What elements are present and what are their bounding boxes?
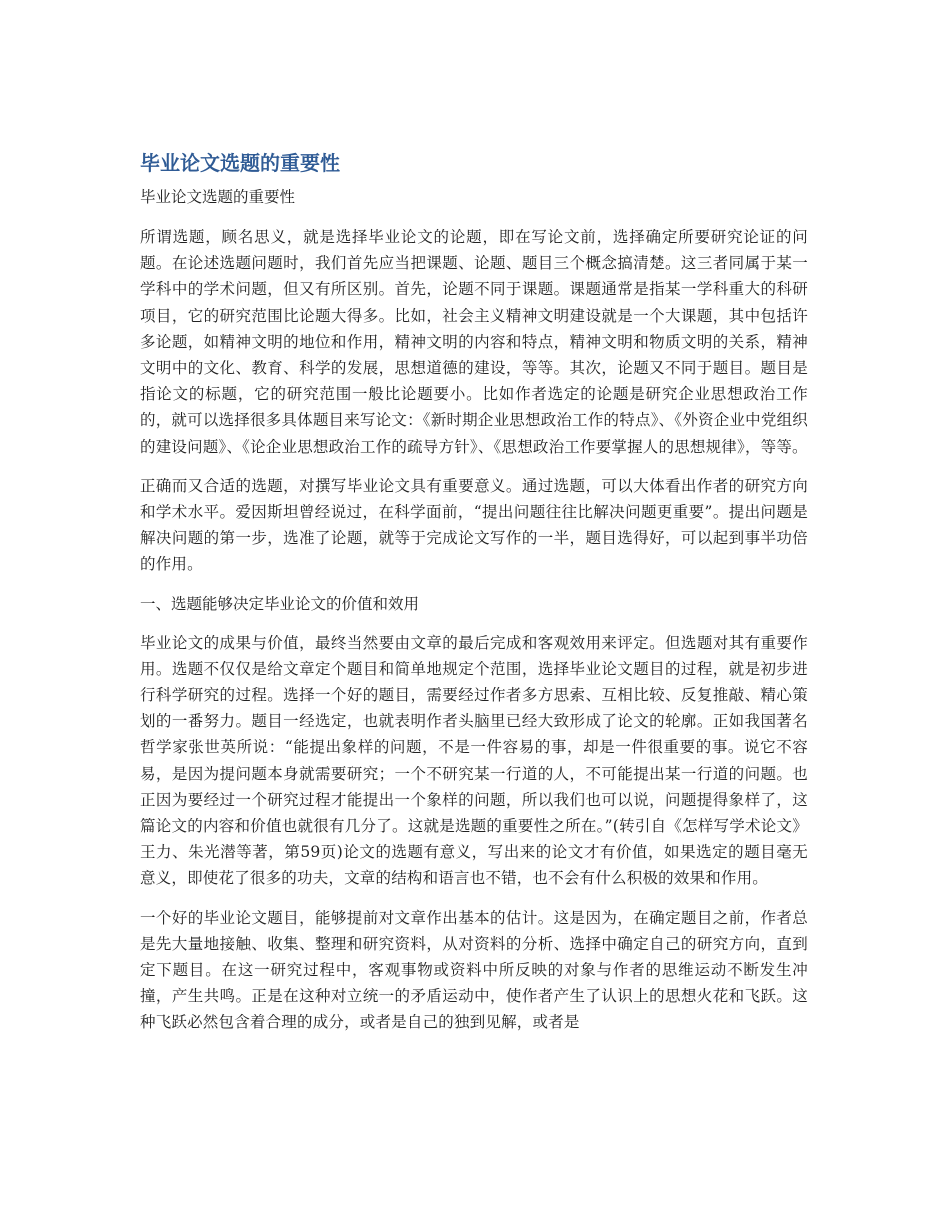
document-subtitle: 毕业论文选题的重要性 bbox=[140, 188, 296, 206]
paragraph-value: 毕业论文的成果与价值，最终当然要由文章的最后完成和客观效用来评定。但选题对其有重要作用。选题不仅仅是给文章定个题目和简单地规定个范围，选择毕业论文题目的过程，就是初步进行科学研究的过程。选择一个好的题目，需要经过作者多方思索、互相比较、反复推敲、精心策划的一番努力。题目一经选定，也就表明作者头脑里已经大致形成了论文的轮廓。正如我国著名哲学家张世英所说：“能提出象样的问题，不是一件容易的事，却是一件很重要的事。说它不容易，是因为提问题本身就需要研究；一个不研究某一行道的人，不可能提出某一行道的问题。也正因为要经过一个研究过程才能提出一个象样的问题，所以我们也可以说，问题提得象样了，这篇论文的内容和价值也就很有几分了。这就是选题的重要性之所在。”(转引自《怎样写学术论文》王力、朱光潜等著，第59页)论文的选题有意义，写出来的论文才有价值，如果选定的题目毫无意义，即使花了很多的功夫，文章的结构和语言也不错，也不会有什么积极的效果和作用。 bbox=[140, 633, 808, 888]
paragraph-definition: 所谓选题，顾名思义，就是选择毕业论文的论题，即在写论文前，选择确定所要研究论证的问题。在论述选题问题时，我们首先应当把课题、论题、题目三个概念搞清楚。这三者同属于某一学科中的学术问题，但又有所区别。首先，论题不同于课题。课题通常是指某一学科重大的科研项目，它的研究范围比论题大得多。比如，社会主义精神文明建设就是一个大课题，其中包括许多论题，如精神文明的地位和作用，精神文明的内容和特点，精神文明和物质文明的关系，精神文明中的文化、教育、科学的发展，思想道德的建设，等等。其次，论题又不同于题目。题目是指论文的标题，它的研究范围一般比论题要小。比如作者选定的论题是研究企业思想政治工作的，就可以选择很多具体题目来写论文：《新时期企业思想政治工作的特点》、《外资企业中党组织的建设问题》、《论企业思想政治工作的疏导方针》、《思想政治工作要掌握人的思想规律》，等等。 bbox=[140, 228, 808, 456]
section-heading: 一、选题能够决定毕业论文的价值和效用 bbox=[140, 594, 420, 613]
document-page bbox=[140, 148, 808, 1049]
paragraph-estimate: 一个好的毕业论文题目，能够提前对文章作出基本的估计。这是因为，在确定题目之前，作者总是先大量地接触、收集、整理和研究资料，从对资料的分析、选择中确定自己的研究方向，直到定下题目。在这一研究过程中，客观事物或资料中所反映的对象与作者的思维运动不断发生冲撞，产生共鸣。正是在这种对立统一的矛盾运动中，使作者产生了认识上的思想火花和飞跃。这种飞跃必然包含着合理的成分，或者是自己的独到见解，或者是 bbox=[140, 908, 808, 1032]
document-title: 毕业论文选题的重要性 bbox=[140, 151, 340, 175]
paragraph-significance: 正确而又合适的选题，对撰写毕业论文具有重要意义。通过选题，可以大体看出作者的研究方向和学术水平。爱因斯坦曾经说过，在科学面前，“提出问题往往比解决问题更重要”。提出问题是解决问题的第一步，选准了论题，就等于完成论文写作的一半，题目选得好，可以起到事半功倍的作用。 bbox=[140, 476, 808, 574]
